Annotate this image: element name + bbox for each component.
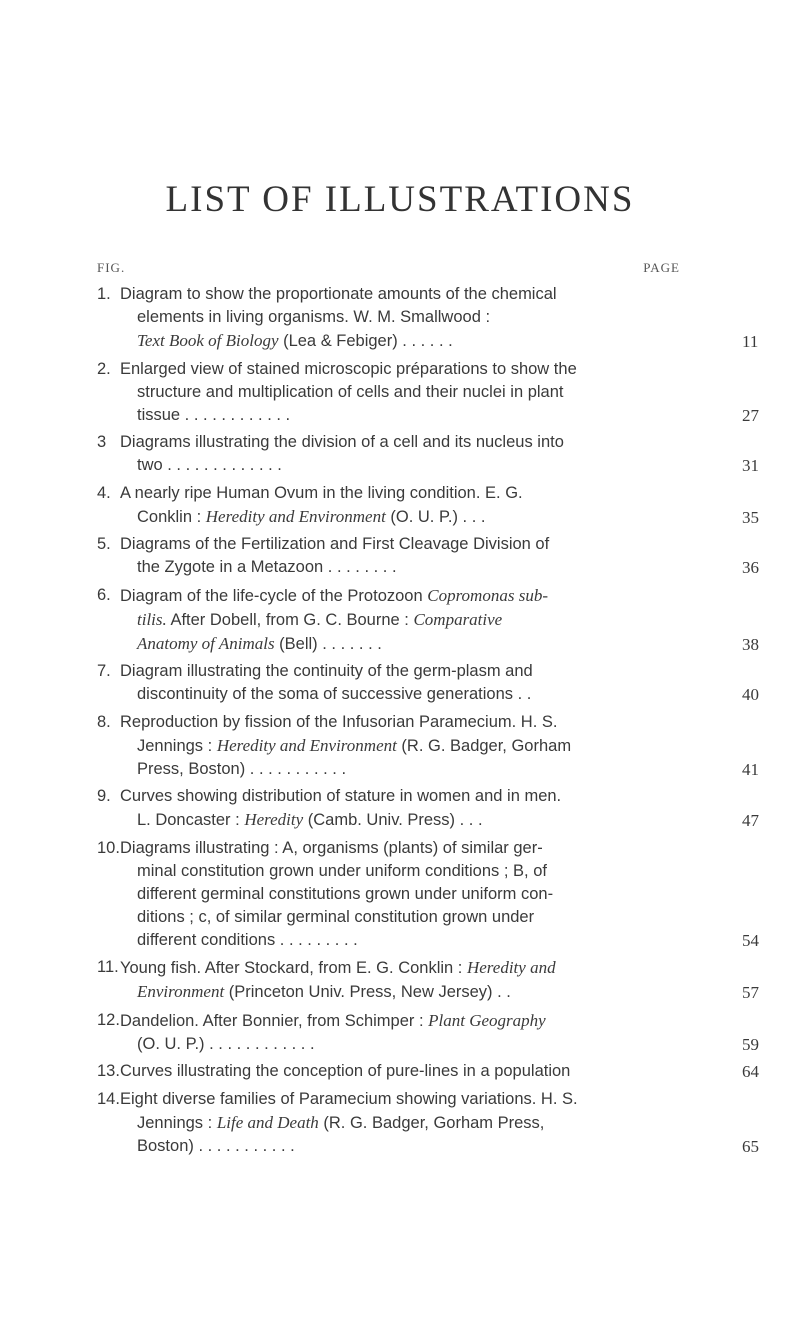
entry-text: tissue . . . . . . . . . . . . [137,405,291,424]
entry-title: Heredity and [466,958,556,977]
entry-title: Anatomy of Animals [137,633,275,653]
entry-text: (O. U. P.) . . . . . . . . . . . . [137,1034,315,1053]
list-item [97,1088,759,1158]
list-item [97,482,759,529]
list-item [97,358,759,427]
page-number: 40 [742,685,759,704]
entry-text: minal constitution grown under uniform conditions ; B, of [137,861,547,880]
entry-text: (Lea & Febiger) . . . . . . [278,332,453,350]
fig-number: 13. [97,1062,120,1080]
entry-text: (O. U. P.) . . . [385,507,486,526]
entry-text: Jennings : [137,736,217,755]
page-number: 47 [742,811,759,830]
entry-title: Text Book of Biology [137,331,279,350]
entry-text: ditions ; c, of similar germinal constitution grown under [137,907,535,926]
entry-text: L. Doncaster : [137,811,245,829]
fig-number: 4. [97,483,111,502]
entry-text: Diagram illustrating the continuity of the germ-plasm and [120,662,533,680]
entry-text: Diagrams illustrating the division of a cell and its nucleus into [120,433,564,451]
page-number: 64 [742,1062,759,1081]
entry-title: Copromonas sub- [427,585,548,605]
entry-text: Jennings : [137,1113,217,1132]
list-item [97,660,759,706]
fig-number: 5. [97,535,111,553]
entry-title: tilis. [137,609,167,629]
page-number: 35 [742,507,759,527]
entry-text: Conklin : [137,507,206,526]
page-column-header: PAGE [643,260,680,275]
list-item [97,711,759,781]
entry-text: Eight diverse families of Paramecium showing variations. H. S. [120,1089,578,1108]
fig-number: 6. [97,585,111,604]
entry-text: structure and multiplication of cells and their nuclei in plant [137,382,564,401]
page-number: 36 [742,558,759,577]
page-number: 27 [742,405,759,425]
entry-text: (R. G. Badger, Gorham Press, [318,1113,545,1132]
entry-text: discontinuity of the soma of successive generations . . [137,685,532,703]
entry-text: (R. G. Badger, Gorham [396,736,572,755]
entry-text: Diagram of the life-cycle of the Protozoon [120,586,428,605]
page-number: 38 [742,634,759,654]
list-item [97,785,759,832]
page-number: 31 [742,456,759,475]
entry-text: different conditions . . . . . . . . . [137,930,358,949]
entry-text: After Dobell, from G. C. Bourne : [166,610,414,629]
entry-text: Diagrams of the Fertilization and First Cleavage Division of [120,535,550,553]
fig-number: 3 [97,433,107,451]
illustrations-list [97,283,759,1162]
list-item [97,431,759,477]
entry-text: different germinal constitutions grown under uniform con- [137,884,554,903]
list-item [97,283,759,353]
entry-title: Environment [137,982,225,1001]
entry-title: Comparative [413,609,503,629]
page-number: 65 [742,1136,759,1156]
page-number: 57 [742,983,759,1002]
page-number: 11 [742,332,759,351]
entry-text: Boston) . . . . . . . . . . . [137,1136,295,1155]
list-item [97,1060,759,1083]
page-number: 41 [742,759,759,779]
fig-number: 10. [97,838,120,857]
entry-title: Heredity [244,810,304,829]
fig-number: 7. [97,662,111,680]
entry-text: (Bell) . . . . . . . [274,634,382,653]
page-number: 54 [742,930,759,950]
entry-text: Curves illustrating the conception of pure-lines in a population [120,1062,571,1080]
entry-text: Young fish. After Stockard, from E. G. Conklin : [120,959,467,977]
fig-number: 14. [97,1089,120,1108]
entry-text: two . . . . . . . . . . . . . [137,456,282,474]
fig-number: 1. [97,285,111,303]
entry-title: Plant Geography [428,1010,546,1030]
list-item [97,1009,759,1056]
list-item [97,533,759,579]
fig-number: 8. [97,712,111,731]
entry-title: Life and Death [216,1112,319,1132]
fig-column-header: FIG. [97,260,126,275]
entry-title: Heredity and Environment [205,506,386,526]
fig-number: 2. [97,359,111,378]
entry-text: Dandelion. After Bonnier, from Schimper : [120,1011,429,1030]
entry-text: (Camb. Univ. Press) . . . [303,811,483,829]
fig-number: 12. [97,1010,120,1029]
entry-text: the Zygote in a Metazoon . . . . . . . . [137,558,397,576]
list-item [97,956,759,1004]
entry-text: (Princeton Univ. Press, New Jersey) . . [224,983,511,1001]
fig-number: 9. [97,787,111,805]
page-number: 59 [742,1034,759,1054]
entry-title: Heredity and Environment [216,735,397,755]
page-title: LIST OF ILLUSTRATIONS [165,179,635,220]
entry-text: Enlarged view of stained microscopic préparations to show the [120,359,577,378]
entry-text: Press, Boston) . . . . . . . . . . . [137,759,347,778]
entry-text: Reproduction by fission of the Infusorian Paramecium. H. S. [120,712,558,731]
entry-text: Diagram to show the proportionate amounts of the chemical [120,285,557,303]
list-item [97,837,759,952]
entry-text: Diagrams illustrating : A, organisms (plants) of similar ger- [120,838,543,857]
entry-text: Curves showing distribution of stature in women and in men. [120,787,562,805]
list-item [97,584,759,656]
fig-number: 11. [97,958,119,976]
entry-text: elements in living organisms. W. M. Smallwood : [137,308,491,326]
entry-text: A nearly ripe Human Ovum in the living condition. E. G. [120,483,523,502]
